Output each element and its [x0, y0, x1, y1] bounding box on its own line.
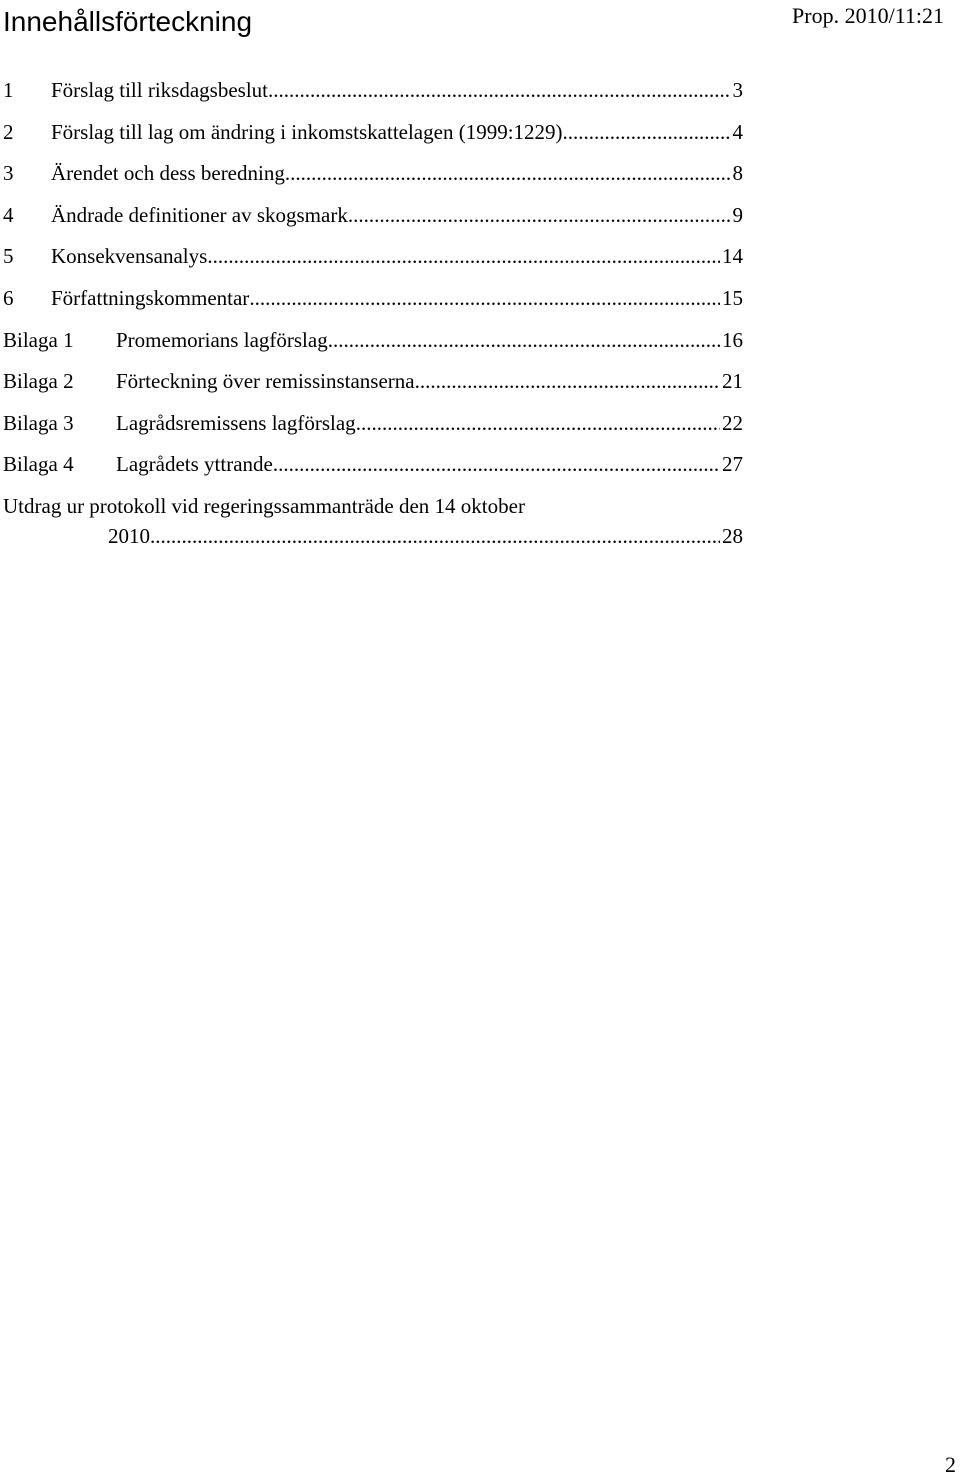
toc-appendix-entry[interactable] — [3, 320, 743, 362]
document-reference: Prop. 2010/11:21 — [792, 3, 944, 28]
toc-appendix-entry[interactable] — [3, 403, 743, 445]
toc-appendix-entry[interactable] — [3, 444, 743, 486]
page-number: 2 — [945, 1452, 956, 1477]
toc-appendix-number: Bilaga 4 — [3, 452, 74, 477]
dot-leader — [285, 153, 731, 195]
toc-entry-page: 15 — [722, 285, 743, 310]
table-of-contents — [3, 70, 743, 551]
toc-appendix-title: Lagrådsremissens lagförslag — [116, 410, 356, 435]
toc-entry[interactable] — [3, 278, 743, 320]
toc-entry[interactable] — [3, 153, 743, 195]
dot-leader — [150, 521, 720, 551]
toc-appendix-title: Förteckning över remissinstanserna — [116, 369, 415, 394]
toc-appendix-title: Lagrådets yttrande — [116, 452, 273, 477]
dot-leader — [415, 361, 720, 403]
toc-entry-page: 3 — [732, 78, 743, 102]
toc-protocol-entry[interactable] — [3, 491, 743, 551]
dot-leader — [249, 278, 720, 320]
toc-entry-number: 1 — [3, 78, 14, 102]
toc-appendix-page: 22 — [722, 410, 743, 435]
toc-appendix-number: Bilaga 3 — [3, 410, 74, 435]
toc-entry-title: Ärendet och dess beredning — [51, 161, 285, 186]
toc-entry-number: 3 — [3, 161, 14, 186]
toc-entry-title: Förslag till lag om ändring i inkomstskattelagen (1999:1229) — [51, 119, 563, 144]
toc-entry-page: 9 — [732, 202, 743, 227]
dot-leader — [328, 320, 720, 362]
toc-appendix-number: Bilaga 2 — [3, 369, 74, 394]
toc-entry-number: 5 — [3, 244, 14, 269]
toc-entry[interactable] — [3, 195, 743, 237]
toc-protocol-title: Utdrag ur protokoll vid regeringssammanträde den 14 oktober — [3, 493, 525, 518]
toc-entry-title: Förslag till riksdagsbeslut — [51, 78, 268, 102]
toc-appendix-title: Promemorians lagförslag — [116, 327, 328, 352]
toc-entry[interactable] — [3, 112, 743, 154]
toc-entry-title: Författningskommentar — [51, 285, 250, 310]
toc-entry-page: 14 — [722, 244, 743, 269]
toc-entry-title: Ändrade definitioner av skogsmark — [51, 202, 348, 227]
dot-leader — [207, 236, 720, 278]
dot-leader — [563, 112, 731, 154]
toc-entry-page: 4 — [732, 119, 743, 144]
toc-entry-title: Konsekvensanalys — [51, 244, 208, 269]
dot-leader — [268, 70, 731, 112]
toc-entry-page: 8 — [732, 161, 743, 186]
toc-entry-number: 4 — [3, 202, 14, 227]
dot-leader — [273, 444, 720, 486]
toc-appendix-page: 21 — [722, 369, 743, 394]
toc-appendix-number: Bilaga 1 — [3, 327, 74, 352]
toc-appendix-page: 27 — [722, 452, 743, 477]
toc-entry-number: 2 — [3, 119, 14, 144]
toc-protocol-page: 28 — [722, 523, 743, 548]
toc-appendix-page: 16 — [722, 327, 743, 352]
toc-entry-number: 6 — [3, 285, 14, 310]
toc-appendix-entry[interactable] — [3, 361, 743, 403]
page-title: Innehållsförteckning — [3, 6, 253, 37]
toc-entry[interactable] — [3, 236, 743, 278]
dot-leader — [356, 403, 720, 445]
toc-entry[interactable] — [3, 70, 743, 112]
toc-protocol-title-continued: 2010 — [108, 523, 150, 548]
dot-leader — [348, 195, 731, 237]
